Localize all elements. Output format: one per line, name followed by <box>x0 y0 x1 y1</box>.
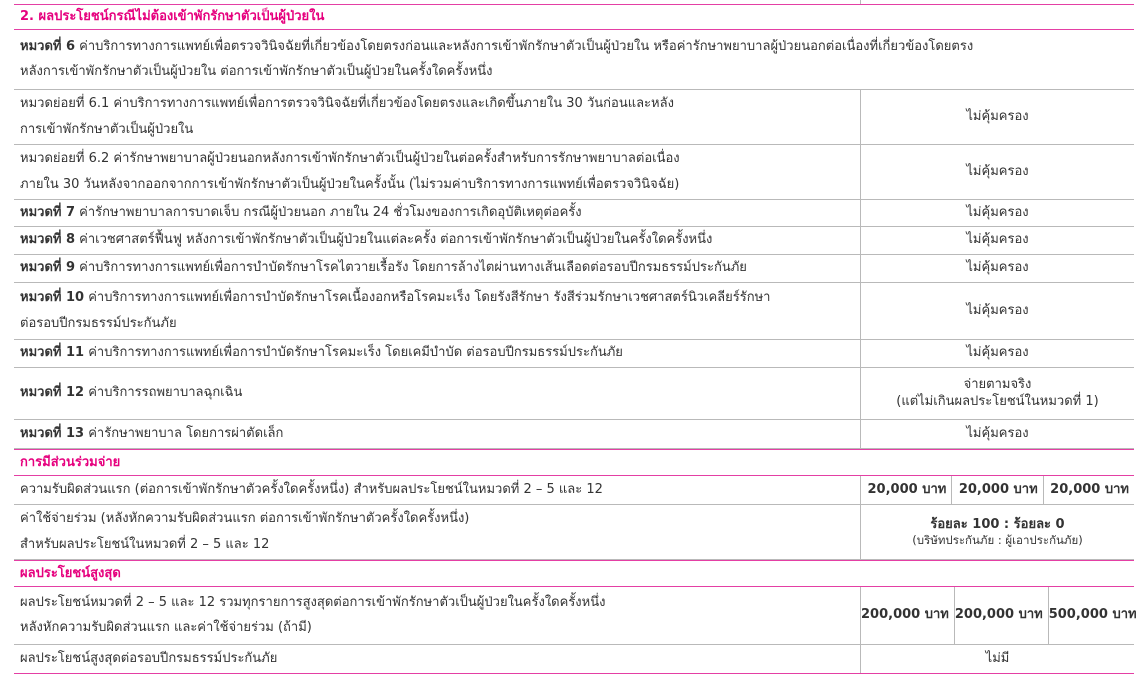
row-text: ผลประโยชน์สูงสุดต่อรอบปีกรมธรรม์ประกันภัย <box>20 650 278 666</box>
section-title: 2. ผลประโยชน์กรณีไม่ต้องเข้าพักรักษาตัวเป็นผู้ป่วยใน <box>20 8 325 24</box>
category-8-row <box>14 227 1134 255</box>
row-description <box>14 505 860 559</box>
section-title: การมีส่วนร่วมจ่าย <box>20 454 121 470</box>
category-label: หมวดที่ 9 <box>20 260 76 276</box>
coverage-value <box>860 227 1134 254</box>
category-text: ค่ารักษาพยาบาล โดยการผ่าตัดเล็ก <box>88 425 284 441</box>
section-header-copay <box>14 449 1134 476</box>
coinsurance-value <box>860 505 1134 559</box>
row-description <box>14 340 860 367</box>
category-6-row <box>14 30 1134 90</box>
row-description <box>14 476 860 504</box>
category-text-line2: ต่อรอบปีกรมธรรม์ประกันภัย <box>20 315 177 331</box>
category-text: ค่าบริการรถพยาบาลฉุกเฉิน <box>88 385 243 401</box>
category-label: หมวดที่ 6 <box>20 38 76 54</box>
category-13-row <box>14 420 1134 449</box>
category-label: หมวดที่ 13 <box>20 425 85 441</box>
row-description <box>14 90 860 144</box>
subcategory-6-2-row <box>14 145 1134 200</box>
coverage-value <box>860 420 1134 448</box>
category-text: ค่าบริการทางการแพทย์เพื่อการบำบัดรักษาโรคมะเร็ง โดยเคมีบำบัด ต่อรอบปีกรมธรรม์ประกันภัย <box>88 345 623 361</box>
coinsurance-row <box>14 505 1134 560</box>
deductible-row <box>14 476 1134 505</box>
row-description <box>14 255 860 282</box>
category-6-description <box>14 30 1134 89</box>
plan-1-value: 20,000 บาท <box>860 476 951 504</box>
row-text-line2: ภายใน 30 วันหลังจากออกจากการเข้าพักรักษาตัวเป็นผู้ป่วยในครั้งนั้น (ไม่รวมค่าบริการทางการแพทย์เพื่อตรวจวินิจฉัย) <box>20 176 680 192</box>
plan-values <box>860 476 1134 504</box>
value-text: ไม่คุ้มครอง <box>966 232 1029 248</box>
category-label: หมวดที่ 7 <box>20 204 76 220</box>
category-7-row <box>14 200 1134 227</box>
value-text: ไม่คุ้มครอง <box>966 302 1029 318</box>
value-text: ไม่มี <box>985 650 1010 666</box>
plan-2-value: 20,000 บาท <box>951 476 1042 504</box>
coverage-value <box>860 145 1134 199</box>
row-text: ความรับผิดส่วนแรก (ต่อการเข้าพักรักษาตัวครั้งใดครั้งหนึ่ง) สำหรับผลประโยชน์ในหมวดที่ 2 – 5 และ 12 <box>20 481 603 497</box>
value-text: ไม่คุ้มครอง <box>966 260 1029 276</box>
row-text: ค่าใช้จ่ายร่วม (หลังหักความรับผิดส่วนแรก ต่อการเข้าพักรักษาตัวครั้งใดครั้งหนึ่ง) <box>20 511 470 527</box>
plan-2-value: 200,000 บาท <box>954 587 1048 644</box>
subcategory-6-1-row <box>14 90 1134 145</box>
coverage-value <box>860 340 1134 367</box>
value-text: จ่ายตามจริง <box>963 377 1032 393</box>
plan-3-value: 20,000 บาท <box>1043 476 1134 504</box>
value-text: ร้อยละ 100 : ร้อยละ 0 <box>930 516 1065 532</box>
coverage-value <box>860 283 1134 339</box>
row-description <box>14 145 860 199</box>
category-text: ค่าบริการทางการแพทย์เพื่อการบำบัดรักษาโรคเนื้องอกหรือโรคมะเร็ง โดยรังสีรักษา รังสีร่วมรักษาเวชศาสตร์นิวเคลียร์รักษา <box>88 290 771 306</box>
coverage-value <box>860 200 1134 226</box>
category-12-row <box>14 368 1134 420</box>
row-description <box>14 645 860 673</box>
value-text: ไม่คุ้มครอง <box>966 425 1029 441</box>
category-10-row <box>14 283 1134 340</box>
row-description <box>14 227 860 254</box>
row-text-line2: สำหรับผลประโยชน์ในหมวดที่ 2 – 5 และ 12 <box>20 536 270 552</box>
row-text: ผลประโยชน์หมวดที่ 2 – 5 และ 12 รวมทุกรายการสูงสุดต่อการเข้าพักรักษาตัวเป็นผู้ป่วยในครั้งใดครั้งหนึ่ง <box>20 594 606 610</box>
coverage-value <box>860 255 1134 282</box>
row-text-line2: หลังหักความรับผิดส่วนแรก และค่าใช้จ่ายร่วม (ถ้ามี) <box>20 620 312 635</box>
category-text-line2: หลังการเข้าพักรักษาตัวเป็นผู้ป่วยใน ต่อการเข้าพักรักษาตัวเป็นผู้ป่วยในครั้งใดครั้งหนึ่ง <box>20 64 493 79</box>
category-text: ค่าเวชศาสตร์ฟื้นฟู หลังการเข้าพักรักษาตัวเป็นผู้ป่วยในแต่ละครั้ง ต่อการเข้าพักรักษาตัวเป็นผู้ป่วยในครั้งใดครั้งหนึ่ง <box>79 232 713 248</box>
value-note: (แต่ไม่เกินผลประโยชน์ในหมวดที่ 1) <box>896 393 1099 409</box>
category-text: ค่าบริการทางการแพทย์เพื่อการบำบัดรักษาโรคไตวายเรื้อรัง โดยการล้างไตผ่านทางเส้นเลือดต่อรอบปีกรมธรรม์ประกันภัย <box>79 260 747 276</box>
value-text: ไม่คุ้มครอง <box>966 163 1029 179</box>
annual-maximum-row <box>14 645 1134 674</box>
plan-values <box>860 587 1137 644</box>
category-11-row <box>14 340 1134 368</box>
row-description <box>14 200 860 226</box>
category-label: หมวดที่ 8 <box>20 232 76 248</box>
benefit-table <box>14 0 1137 677</box>
value-text: ไม่คุ้มครอง <box>966 108 1029 124</box>
value-text: ไม่คุ้มครอง <box>966 204 1029 220</box>
row-description <box>14 368 860 419</box>
row-description <box>14 420 860 448</box>
category-text: ค่าบริการทางการแพทย์เพื่อตรวจวินิจฉัยที่เกี่ยวข้องโดยตรงก่อนและหลังการเข้าพักรักษาตัวเป็นผู้ป่วยใน หรือค่ารักษาพยาบาลผู้ป่วยนอกต่อเนื่องที่เกี่ยวข้องโดยตรง <box>79 38 974 54</box>
section-title: ผลประโยชน์สูงสุด <box>20 565 121 581</box>
category-label: หมวดที่ 12 <box>20 385 85 401</box>
value-text: ไม่คุ้มครอง <box>966 345 1029 361</box>
row-text: หมวดย่อยที่ 6.1 ค่าบริการทางการแพทย์เพื่อการตรวจวินิจฉัยที่เกี่ยวข้องโดยตรงและเกิดขึ้นภายใน 30 วันก่อนและหลัง <box>20 96 674 112</box>
section-header-maximum <box>14 560 1134 587</box>
maximum-benefit-row <box>14 587 1137 645</box>
coverage-value <box>860 90 1134 144</box>
coverage-value <box>860 368 1134 419</box>
plan-3-value: 500,000 บาท <box>1048 587 1137 644</box>
category-9-row <box>14 255 1134 283</box>
row-description <box>14 283 860 339</box>
category-label: หมวดที่ 10 <box>20 290 85 306</box>
category-text: ค่ารักษาพยาบาลการบาดเจ็บ กรณีผู้ป่วยนอก ภายใน 24 ชั่วโมงของการเกิดอุบัติเหตุต่อครั้ง <box>79 204 582 220</box>
section-header-outpatient <box>14 4 1134 30</box>
plan-1-value: 200,000 บาท <box>860 587 954 644</box>
row-text-line2: การเข้าพักรักษาตัวเป็นผู้ป่วยใน <box>20 121 194 137</box>
row-description <box>14 587 860 644</box>
value-note: (บริษัทประกันภัย : ผู้เอาประกันภัย) <box>912 532 1083 547</box>
row-text: หมวดย่อยที่ 6.2 ค่ารักษาพยาบาลผู้ป่วยนอกหลังการเข้าพักรักษาตัวเป็นผู้ป่วยในต่อครั้งสำหรับการรักษาพยาบาลต่อเนื่อง <box>20 151 680 167</box>
annual-maximum-value <box>860 645 1134 673</box>
category-label: หมวดที่ 11 <box>20 345 85 361</box>
